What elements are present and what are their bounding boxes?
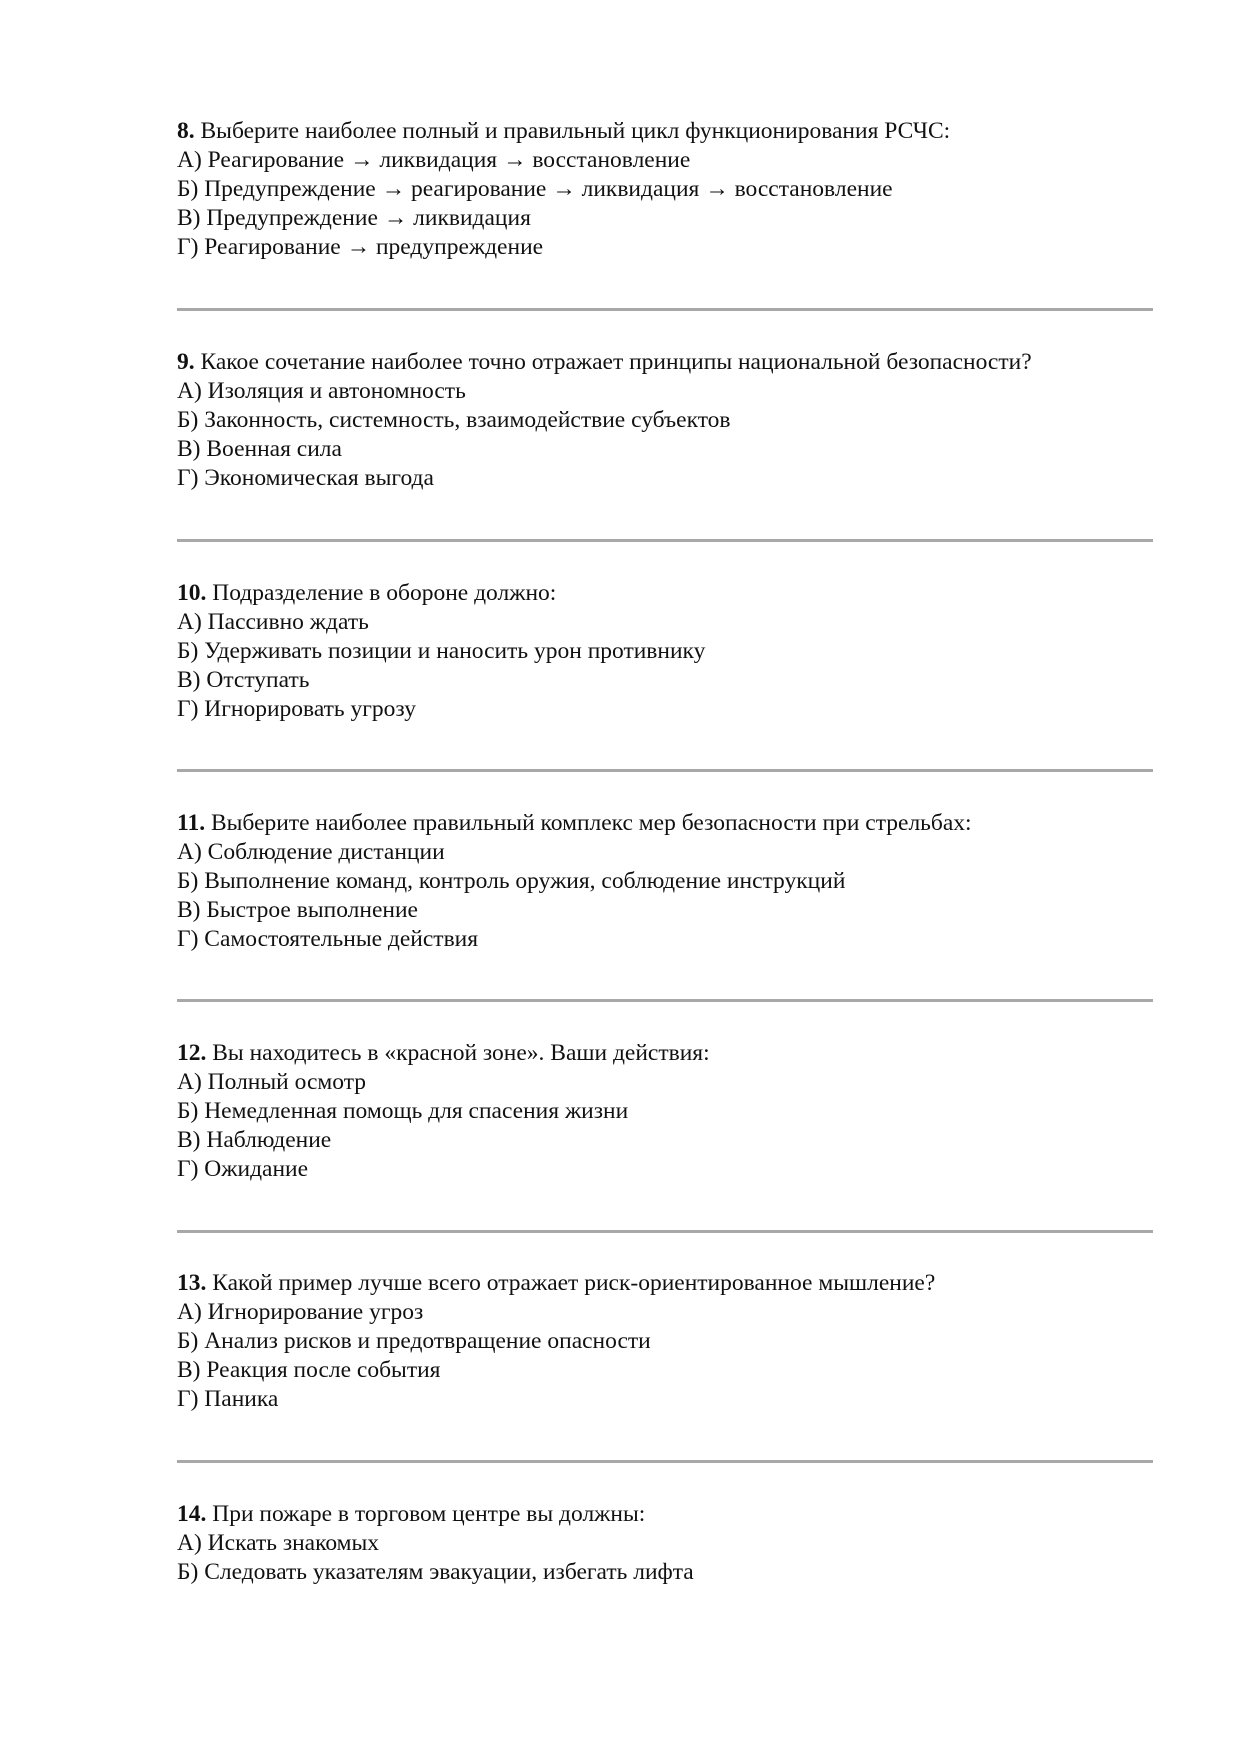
option-b: Б) Следовать указателям эвакуации, избегать лифта <box>177 1559 694 1585</box>
option-a: А) Реагирование → ликвидация → восстановление <box>177 147 691 173</box>
question-heading <box>177 117 1157 146</box>
option-g: Г) Реагирование → предупреждение <box>177 234 544 260</box>
option-g: Г) Игнорировать угрозу <box>177 696 416 722</box>
option-a: А) Искать знакомых <box>177 1530 380 1556</box>
option-b: Б) Анализ рисков и предотвращение опасности <box>177 1328 651 1354</box>
option-b: Б) Законность, системность, взаимодействие субъектов <box>177 407 731 433</box>
question-heading <box>177 1269 1157 1298</box>
divider <box>177 769 1153 772</box>
question-text: При пожаре в торговом центре вы должны: <box>212 1501 646 1527</box>
question-number: 12. <box>177 1040 207 1066</box>
option-v: В) Военная сила <box>177 436 342 462</box>
question-11 <box>177 809 1157 954</box>
question-number: 14. <box>177 1501 207 1527</box>
question-text: Вы находитесь в «красной зоне». Ваши действия: <box>212 1040 710 1066</box>
divider <box>177 1460 1153 1463</box>
question-number: 10. <box>177 580 207 606</box>
option-b: Б) Выполнение команд, контроль оружия, соблюдение инструкций <box>177 868 846 894</box>
option-a: А) Соблюдение дистанции <box>177 839 445 865</box>
option-v: В) Наблюдение <box>177 1127 332 1153</box>
option-b: Б) Удерживать позиции и наносить урон противнику <box>177 638 706 664</box>
question-10 <box>177 579 1157 724</box>
option-v: В) Отступать <box>177 667 310 693</box>
question-heading <box>177 348 1157 377</box>
option-g: Г) Самостоятельные действия <box>177 926 479 952</box>
question-text: Какой пример лучше всего отражает риск-ориентированное мышление? <box>212 1270 936 1296</box>
question-heading <box>177 1500 1157 1529</box>
question-13 <box>177 1269 1157 1414</box>
question-heading <box>177 1039 1157 1068</box>
option-a: А) Изоляция и автономность <box>177 378 466 404</box>
option-g: Г) Экономическая выгода <box>177 465 434 491</box>
option-a: А) Полный осмотр <box>177 1069 367 1095</box>
question-number: 8. <box>177 118 195 144</box>
question-12 <box>177 1039 1157 1184</box>
question-number: 11. <box>177 810 206 836</box>
option-b: Б) Немедленная помощь для спасения жизни <box>177 1098 629 1124</box>
divider <box>177 999 1153 1002</box>
question-text: Какое сочетание наиболее точно отражает принципы национальной безопасности? <box>200 349 1032 375</box>
question-text: Выберите наиболее полный и правильный цикл функционирования РСЧС: <box>200 118 951 144</box>
question-number: 9. <box>177 349 195 375</box>
question-heading <box>177 809 1157 838</box>
question-14 <box>177 1500 1157 1587</box>
question-text: Выберите наиболее правильный комплекс мер безопасности при стрельбах: <box>210 810 972 836</box>
option-g: Г) Ожидание <box>177 1156 309 1182</box>
option-v: В) Реакция после события <box>177 1357 441 1383</box>
option-v: В) Быстрое выполнение <box>177 897 418 923</box>
option-v: В) Предупреждение → ликвидация <box>177 205 531 231</box>
question-text: Подразделение в обороне должно: <box>212 580 557 606</box>
divider <box>177 308 1153 311</box>
option-a: А) Пассивно ждать <box>177 609 369 635</box>
option-g: Г) Паника <box>177 1386 279 1412</box>
option-b: Б) Предупреждение → реагирование → ликвидация → восстановление <box>177 176 893 202</box>
divider <box>177 539 1153 542</box>
question-heading <box>177 579 1157 608</box>
divider <box>177 1230 1153 1233</box>
option-a: А) Игнорирование угроз <box>177 1299 424 1325</box>
question-9 <box>177 348 1157 493</box>
question-number: 13. <box>177 1270 207 1296</box>
question-8 <box>177 117 1157 262</box>
